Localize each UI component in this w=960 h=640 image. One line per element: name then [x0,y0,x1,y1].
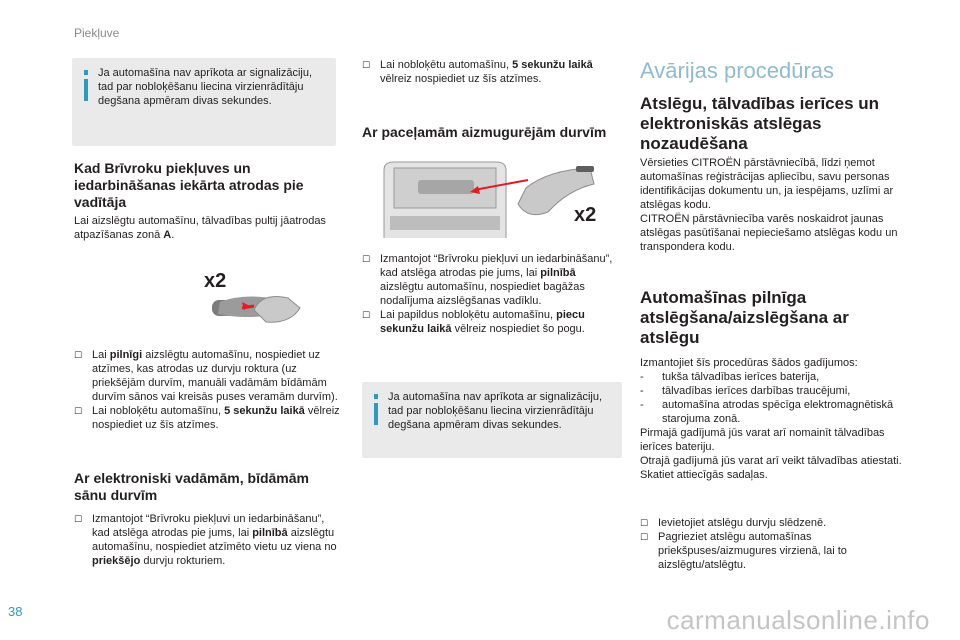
list-item: ☐ Izmantojot “Brīvroku piekļuvi un iedarbināšanu”, kad atslēga atrodas pie jums, lai pilnībā aizslēgtu automašīnu, nospiediet bagāžas nodalījuma aizslēgšanas vadīklu. [362,253,613,307]
list-item: - tukša tālvadības ierīces baterija, [640,371,820,383]
list-item: ☐ Ievietojiet atslēgu durvju slēdzenē. [640,517,827,529]
tailgate-illustration [378,160,608,238]
heading-sliding-doors: Ar elektroniski vadāmām, bīdāmām sānu durvīm [74,470,309,503]
info-icon [370,394,382,428]
key-locking-text: Izmantojiet šīs procedūras šādos gadījumos: - tukša tālvadības ierīces baterija, - tālvadības ierīces darbības traucējumi, - automašīna atrodas spēcīga elektromagnētiskā starojuma zonā. Pirmajā gadījumā jūs varat arī nomainīt tālvadības ierīces bateriju. Otrajā gadījumā jūs varat arī veikt tālvadības atiestati. Skatiet attiecīgās sadaļas. [640,356,906,482]
info-note [362,382,622,458]
section-title: Piekļuve [74,26,120,40]
checkbox-icon: ☐ [640,532,649,542]
press-twice-label: x2 [574,204,597,226]
heading-key-locking: Automašīnas pilnīga atslēgšana/aizslēgšana ar atslēgu [640,288,849,347]
checkbox-icon: ☐ [640,518,649,528]
watermark: carmanualsonline.info [666,605,930,635]
list-item: ☐ Lai nobloķētu automašīnu, 5 sekunžu laikā vēlreiz nospiediet uz šīs atzīmes. [362,59,593,85]
checkbox-icon: ☐ [362,310,371,320]
list-item: ☐ Pagrieziet atslēgu automašīnas priekšpuses/aizmugures virzienā, lai to aizslēgtu/atslēgtu. [640,531,847,571]
bullet-list-1 [74,348,340,432]
checkbox-icon: ☐ [74,350,83,360]
list-item: ☐ Lai papildus nobloķētu automašīnu, piecu sekunžu laikā vēlreiz nospiediet šo pogu. [362,309,585,335]
list-item: ☐ Lai pilnīgi aizslēgtu automašīnu, nospiediet uz atzīmes, kas atrodas uz durvju roktura (uz priekšējām durvīm, manuāli vadāmām bīdāmām durvīm sānos vai kreisās puses veramām durvīm). [74,349,338,403]
intro-text: Lai aizslēgtu automašīnu, tālvadības pultij jāatrodas atpazīšanas zonā A. [74,215,326,241]
heading-lost-keys: Atslēgu, tālvadības ierīces un elektroniskās atslēgas nozaudēšana [640,94,880,153]
bullet-list-2 [74,512,340,568]
note-text: Ja automašīna nav aprīkota ar signalizāciju, tad par nobloķēšanu liecina virzienrādītāju degšana apmēram divas sekundes. [98,67,313,107]
list-item: - tālvadības ierīces darbības traucējumi, [640,385,851,397]
checkbox-icon: ☐ [74,406,83,416]
list-item: ☐ Lai nobloķētu automašīnu, 5 sekunžu laikā vēlreiz nospiediet uz šīs atzīmes. [74,405,340,431]
heading-tailgate: Ar paceļamām aizmugurējām durvīm [362,124,607,140]
bullet-list-4 [362,252,622,336]
info-note [72,58,336,146]
door-handle-illustration [190,262,310,338]
press-twice-label: x2 [204,270,227,292]
page-number: 38 [8,604,23,619]
list-item: - automašīna atrodas spēcīga elektromagnētiskā starojuma zonā. [640,399,894,425]
checkbox-icon: ☐ [362,60,371,70]
heading-handsfree: Kad Brīvroku piekļuves un iedarbināšanas iekārta atrodas pie vadītāja [74,160,304,210]
page-header [0,0,960,48]
chapter-title: Avārijas procedūras [640,58,835,83]
list-item: ☐ Izmantojot “Brīvroku piekļuvi un iedarbināšanu”, kad atslēga atrodas pie jums, lai pilnībā aizslēgtu automašīnu, nospiediet atzīmēto vietu uz viena no priekšējo durvju rokturiem. [74,513,337,567]
bullet-list-3 [362,58,620,86]
checkbox-icon: ☐ [74,514,83,524]
note-text: Ja automašīna nav aprīkota ar signalizāciju, tad par nobloķēšanu liecina virzienrādītāju degšana apmēram divas sekundes. [388,391,603,431]
info-icon [80,70,92,104]
checkbox-icon: ☐ [362,254,371,264]
bullet-list-5 [640,516,906,572]
lost-keys-text: Vērsieties CITROËN pārstāvniecībā, līdzi ņemot automašīnas reģistrācijas apliecību, savu personas identifikācijas dokumentu un, ja iespējams, uzlīmi ar atslēgas kodu. CITROËN pārstāvniecība varēs noskaidrot jaunas atslēgas pasūtīšanai nepieciešamo atslēgas kodu un transpondera kodu. [640,157,898,253]
